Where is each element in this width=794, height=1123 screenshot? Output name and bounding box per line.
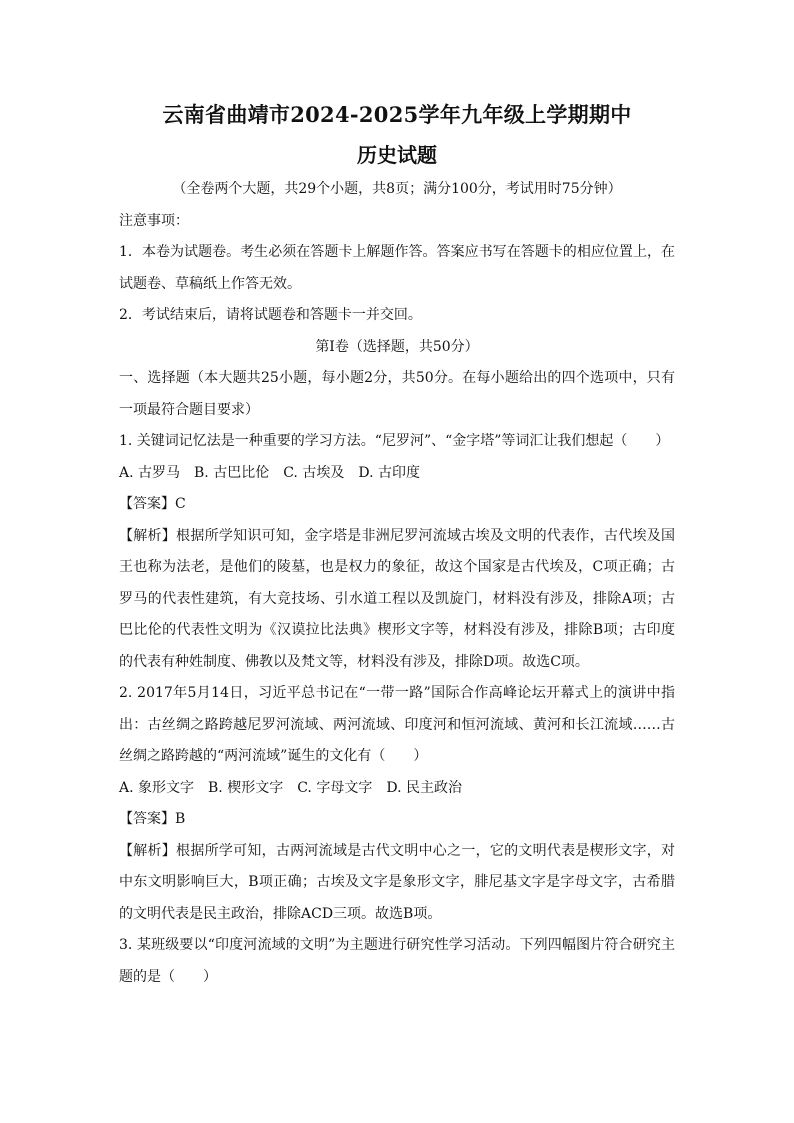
exam-info: （全卷两个大题，共29个小题，共8页；满分100分，考试用时75分钟）: [172, 181, 622, 197]
question-1-stem: 1. 关键词记忆法是一种重要的学习方法。“尼罗河”、“金字塔”等词汇让我们想起（ ）: [119, 433, 670, 449]
question-2-option-d: D. 民主政治: [386, 779, 462, 796]
exam-title: 云南省曲靖市2024-2025学年九年级上学期期中: [162, 102, 632, 127]
question-1-analysis: 【解析】根据所学知识可知，金字塔是非洲尼罗河流域古埃及文明的代表作，古代埃及国王也称为法老，是他们的陵墓，也是权力的象征，故这个国家是古代埃及，C项正确；古罗马的代表性建筑，有大竞技场、引水道工程以及凯旋门，材料没有涉及，排除A项；古巴比伦的代表性文明为《汉谟拉比法典》楔形文字等，材料没有涉及，排除B项；古印度的代表有种姓制度、佛教以及梵文等，材料没有涉及，排除D项。故选C项。: [119, 527, 675, 670]
page-content: [119, 100, 675, 993]
notice-item-1: 1．本卷为试题卷。考生必须在答题卡上解题作答。答案应书写在答题卡的相应位置上，在试题卷、草稿纸上作答无效。: [119, 244, 675, 292]
question-1-option-b: B. 古巴比伦: [194, 464, 270, 481]
question-2-option-a: A. 象形文字: [119, 779, 195, 796]
question-2-analysis: 【解析】根据所学可知，古两河流域是古代文明中心之一，它的文明代表是楔形文字，对中东文明影响巨大，B项正确；古埃及文字是象形文字，腓尼基文字是字母文字，古希腊的文明代表是民主政治，排除ACD三项。故选B项。: [119, 842, 675, 922]
question-2-stem: 2. 2017年5月14日，习近平总书记在“一带一路”国际合作高峰论坛开幕式上的演讲中指出：古丝绸之路跨越尼罗河流域、两河流域、印度河和恒河流域、黄河和长江流域……古丝绸之路跨越的“两河流域”诞生的文化有（ ）: [119, 685, 675, 764]
question-3-stem: 3. 某班级要以“印度河流域的文明”为主题进行研究性学习活动。下列四幅图片符合研究主题的是（ ）: [119, 937, 675, 985]
question-2-option-c: C. 字母文字: [297, 779, 373, 796]
question-1-option-a: A. 古罗马: [119, 464, 181, 481]
question-2-answer: 【答案】B: [119, 811, 186, 827]
exam-subject: 历史试题: [357, 143, 437, 167]
question-2-options: [119, 773, 675, 805]
question-1-answer: 【答案】C: [119, 496, 186, 512]
section-instructions: 一、选择题（本大题共25小题，每小题2分，共50分。在每小题给出的四个选项中，只有一项最符合题目要求）: [119, 370, 675, 418]
question-1-options: [119, 458, 675, 490]
volume-heading: 第Ⅰ卷（选择题，共50分）: [315, 338, 479, 355]
question-2-option-b: B. 楔形文字: [208, 779, 284, 796]
notice-heading: 注意事项：: [119, 212, 189, 229]
question-1-option-d: D. 古印度: [358, 464, 420, 481]
question-1-option-c: C. 古埃及: [283, 464, 345, 481]
notice-item-2: 2．考试结束后，请将试题卷和答题卡一并交回。: [119, 307, 422, 323]
